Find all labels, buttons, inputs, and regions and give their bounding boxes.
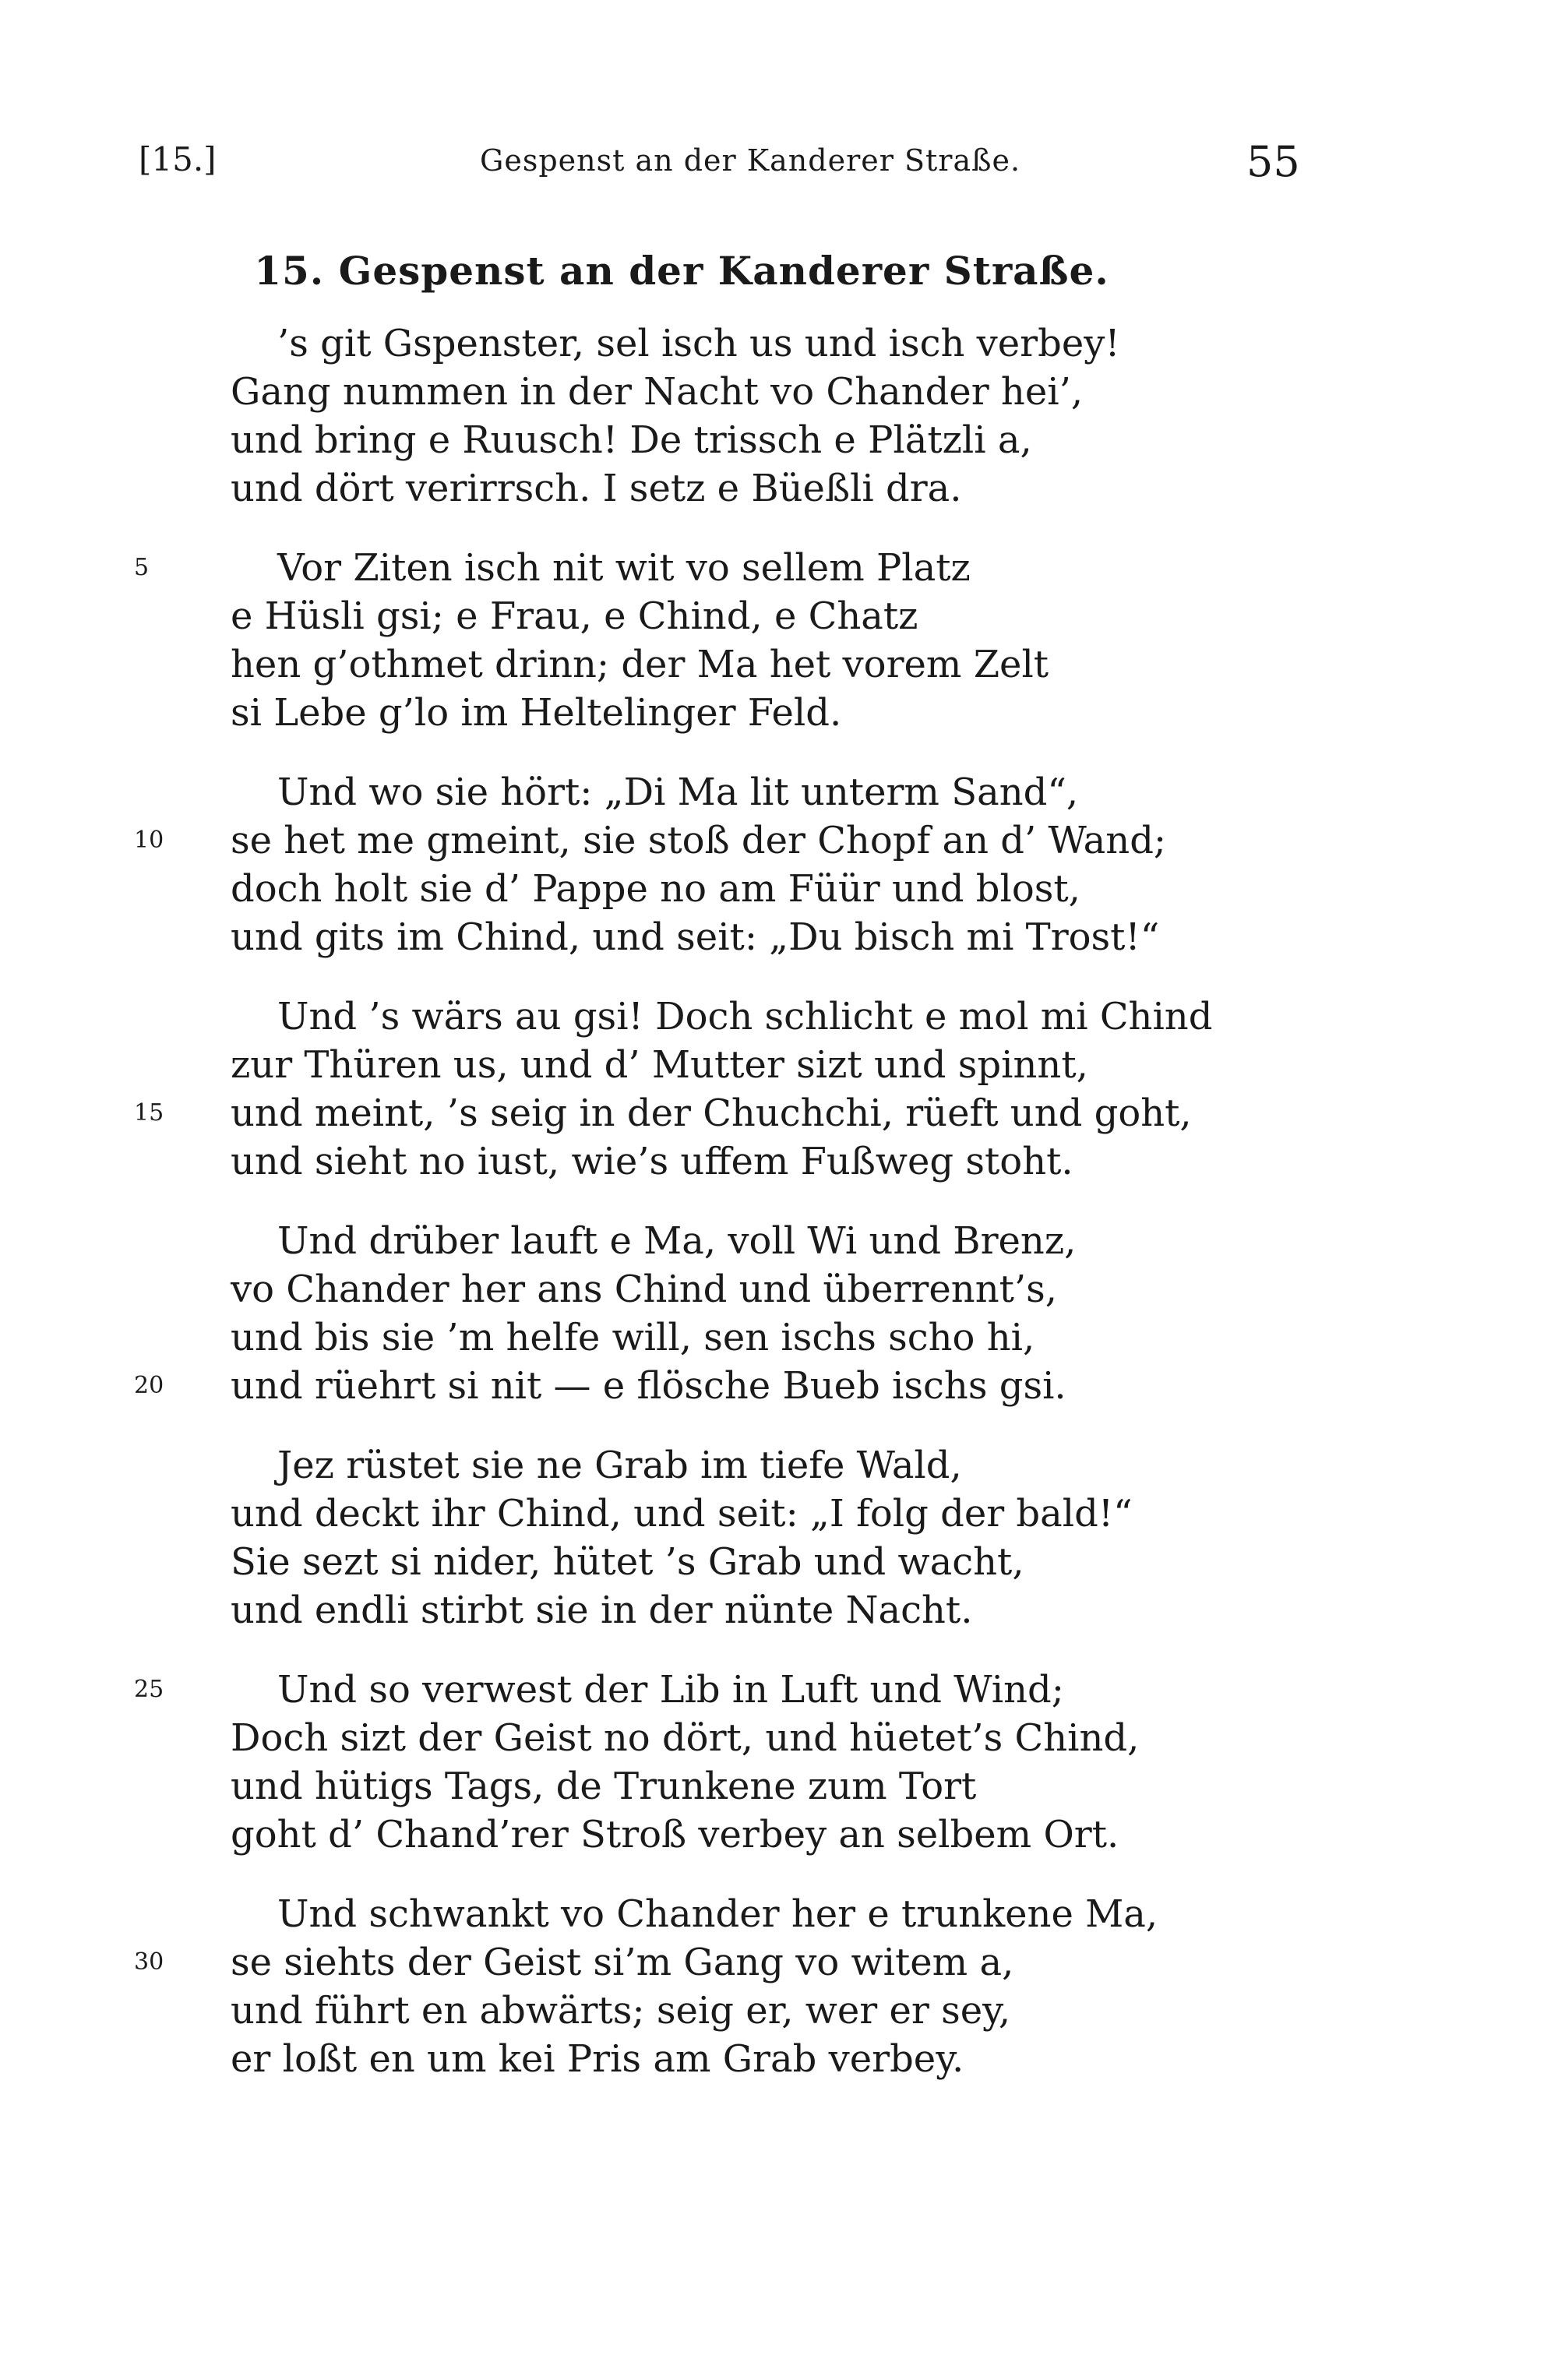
verse-line (0, 2035, 1558, 2083)
verse-text: se het me gmeint, sie stoß der Chopf an d’ Wand; (231, 819, 1167, 862)
verse-line (0, 1938, 1558, 1987)
line-number: 15 (134, 1099, 164, 1127)
verse-line (0, 1762, 1558, 1811)
verse-line (0, 1041, 1558, 1089)
verse-line (0, 1890, 1558, 1938)
verse-text: vo Chander her ans Chind und überrennt’s, (231, 1268, 1058, 1311)
verse-text: und sieht no iust, wie’s uffem Fußweg stoht. (231, 1140, 1073, 1183)
verse-line (0, 544, 1558, 592)
verse-text: Und wo sie hört: „Di Ma lit unterm Sand“, (277, 770, 1079, 814)
verse-text: se siehts der Geist si’m Gang vo witem a, (231, 1941, 1014, 1984)
verse-line (0, 1265, 1558, 1313)
stanza (0, 1217, 1558, 1410)
line-number: 10 (134, 827, 164, 854)
verse-line (0, 1490, 1558, 1538)
verse-line (0, 1313, 1558, 1362)
verse-line (0, 1137, 1558, 1186)
verse-text: und führt en abwärts; seig er, wer er sey, (231, 1989, 1011, 2033)
verse-text: er loßt en um kei Pris am Grab verbey. (231, 2037, 964, 2081)
verse-text: Und drüber lauft e Ma, voll Wi und Brenz, (277, 1219, 1077, 1263)
line-number: 25 (134, 1676, 164, 1703)
verse-text: und rüehrt si nit — e flösche Bueb ischs gsi. (231, 1364, 1066, 1408)
verse-text: und deckt ihr Chind, und seit: „I folg der bald!“ (231, 1492, 1133, 1536)
verse-line (0, 1714, 1558, 1762)
poem-title: 15. Gespenst an der Kanderer Straße. (254, 248, 1109, 294)
verse-text: und endli stirbt sie in der nünte Nacht. (231, 1588, 973, 1632)
verse-text: und dört verirrsch. I setz e Büeßli dra. (231, 467, 962, 510)
verse-line (0, 768, 1558, 816)
line-number: 5 (134, 554, 150, 581)
verse-line (0, 416, 1558, 464)
verse-line (0, 592, 1558, 640)
verse-text: Jez rüstet sie ne Grab im tiefe Wald, (277, 1444, 962, 1487)
verse-line (0, 640, 1558, 689)
verse-text: Doch sizt der Geist no dört, und hüetet’s Chind, (231, 1716, 1140, 1760)
verse-text: goht d’ Chand’rer Stroß verbey an selbem Ort. (231, 1813, 1119, 1856)
verse-text: und bis sie ’m helfe will, sen ischs scho hi, (231, 1316, 1035, 1359)
stanza (0, 1890, 1558, 2083)
verse-line (0, 816, 1558, 865)
verse-text: zur Thüren us, und d’ Mutter sizt und spinnt, (231, 1043, 1088, 1087)
verse-line (0, 865, 1558, 913)
verse-line (0, 993, 1558, 1041)
verse-text: doch holt sie d’ Pappe no am Füür und blost, (231, 867, 1080, 911)
verse-line (0, 1538, 1558, 1586)
section-marker: [15.] (139, 140, 217, 178)
verse-line (0, 1666, 1558, 1714)
stanza (0, 1666, 1558, 1859)
verse-text: Gang nummen in der Nacht vo Chander hei’, (231, 370, 1084, 414)
verse-text: ’s git Gspenster, sel isch us und isch verbey! (277, 322, 1120, 365)
verse-line (0, 1362, 1558, 1410)
verse-line (0, 368, 1558, 416)
verse-line (0, 464, 1558, 513)
stanza (0, 1441, 1558, 1634)
verse-line (0, 1987, 1558, 2035)
verse-text: Sie sezt si nider, hütet ’s Grab und wacht, (231, 1540, 1024, 1584)
verse-text: und bring e Ruusch! De trissch e Plätzli a, (231, 418, 1032, 462)
verse-line (0, 319, 1558, 368)
stanza (0, 993, 1558, 1186)
verse-line (0, 1811, 1558, 1859)
verse-text: si Lebe g’lo im Heltelinger Feld. (231, 691, 842, 735)
verse-line (0, 1586, 1558, 1634)
verse-text: und meint, ’s seig in der Chuchchi, rüeft und goht, (231, 1091, 1192, 1135)
stanza (0, 544, 1558, 737)
verse-line (0, 1089, 1558, 1137)
verse-text: Und ’s wärs au gsi! Doch schlicht e mol mi Chind (277, 995, 1213, 1038)
verse-text: und gits im Chind, und seit: „Du bisch mi Trost!“ (231, 915, 1160, 959)
verse-text: Vor Ziten isch nit wit vo sellem Platz (277, 546, 971, 590)
line-number: 30 (134, 1948, 164, 1976)
poem-body (0, 319, 1558, 2114)
verse-text: e Hüsli gsi; e Frau, e Chind, e Chatz (231, 594, 918, 638)
running-head (0, 137, 1558, 195)
running-title: Gespenst an der Kanderer Straße. (480, 143, 1021, 178)
verse-line (0, 1441, 1558, 1490)
verse-text: Und schwankt vo Chander her e trunkene Ma, (277, 1892, 1158, 1936)
line-number: 20 (134, 1372, 164, 1399)
stanza (0, 319, 1558, 513)
verse-line (0, 913, 1558, 961)
verse-text: Und so verwest der Lib in Luft und Wind; (277, 1668, 1064, 1712)
verse-text: hen g’othmet drinn; der Ma het vorem Zelt (231, 643, 1049, 686)
verse-line (0, 1217, 1558, 1265)
verse-line (0, 689, 1558, 737)
verse-text: und hütigs Tags, de Trunkene zum Tort (231, 1765, 977, 1808)
page-number: 55 (1246, 137, 1300, 186)
stanza (0, 768, 1558, 961)
